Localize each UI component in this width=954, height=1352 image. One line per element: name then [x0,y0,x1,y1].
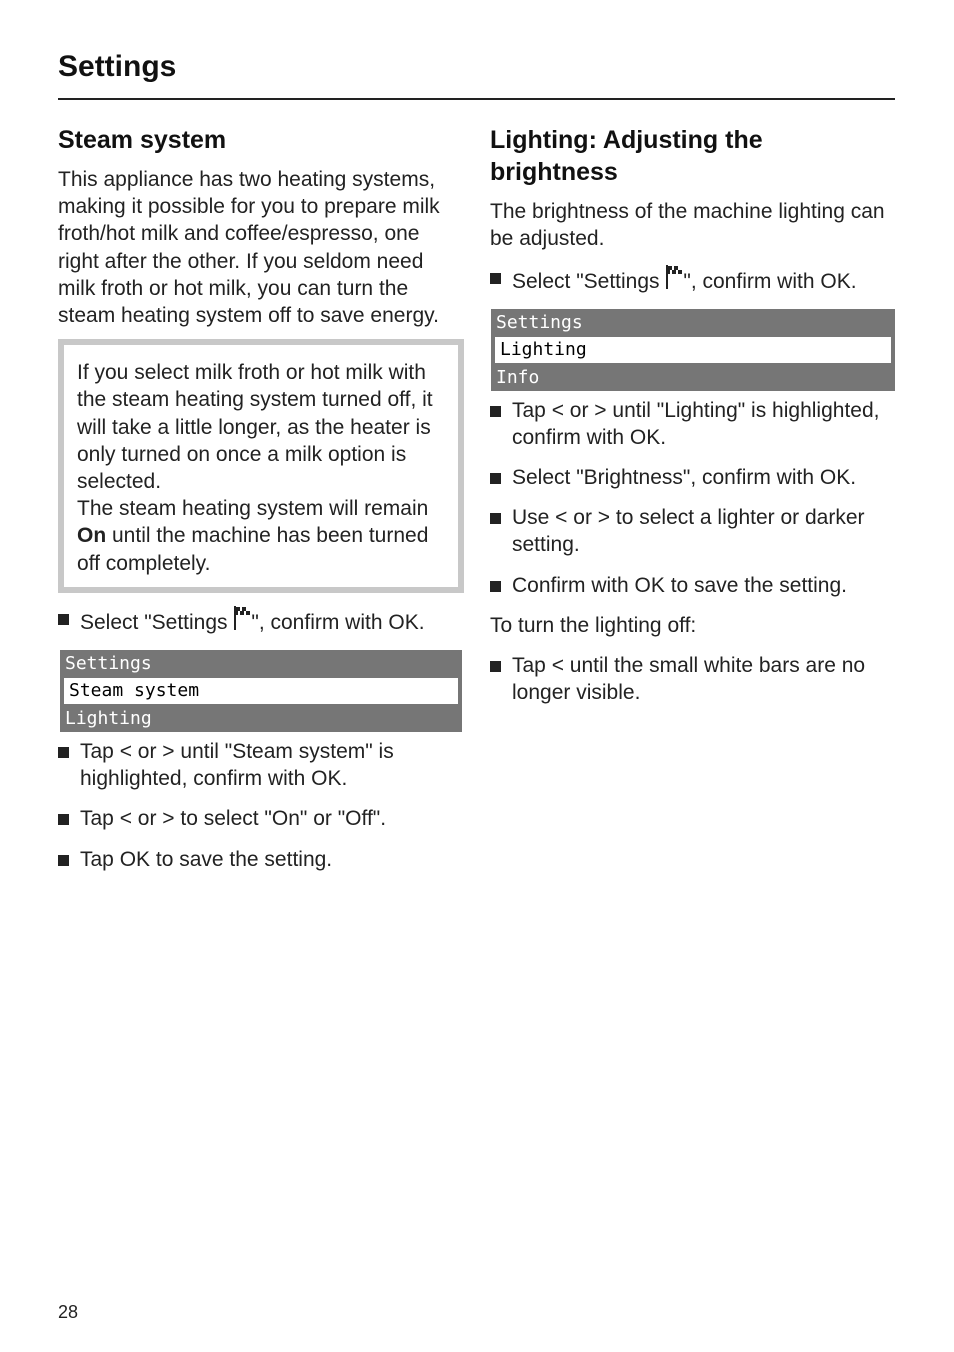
square-bullet-icon [490,581,501,592]
step-text: Tap < until the small white bars are no longer visible. [512,654,866,705]
list-item [490,464,895,491]
list-item [58,805,464,832]
list-item [490,504,895,558]
step-text-a: Select "Settings [512,270,666,294]
lighting-select-step [490,264,895,295]
note-text-2b: until the machine has been turned off completely. [77,524,429,575]
list-item [490,397,895,451]
note-bold-on: On [77,524,107,548]
steam-heading: Steam system [58,126,227,154]
square-bullet-icon [490,661,501,672]
display-row: Lighting [65,708,152,730]
step-text-b: ", confirm with OK. [251,610,425,634]
note-text-2a: The steam heating system will remain [77,497,429,521]
note-box [58,339,464,593]
step-text: Tap OK to save the setting. [80,847,333,871]
list-item [58,738,464,792]
step-text: Confirm with OK to save the setting. [512,573,847,597]
steam-intro: This appliance has two heating systems, making it possible for you to prepare milk froth/hot milk and coffee/espresso, one right after the other. If you seldom need milk froth or hot milk, you can turn the steam heating system off to save energy. [58,168,440,328]
square-bullet-icon [490,513,501,524]
note-text-1: If you select milk froth or hot milk with the steam heating system turned off, it will take a little longer, as the heater is only turned on once a milk option is selected. [77,361,433,494]
page-title: Settings [58,50,177,83]
list-item [58,605,464,636]
lighting-display [491,309,895,391]
step-text: Tap < or > until "Lighting" is highlighted, confirm with OK. [512,398,880,449]
square-bullet-icon [58,855,69,866]
step-text: Use < or > to select a lighter or darker setting. [512,506,865,557]
step-text: Tap < or > until "Steam system" is highlighted, confirm with OK. [80,740,394,791]
steam-steps [58,738,464,873]
flag-icon [665,264,683,290]
flag-icon [233,605,251,631]
title-rule [58,98,895,100]
square-bullet-icon [58,747,69,758]
lighting-section [490,124,895,706]
square-bullet-icon [490,473,501,484]
steam-select-step [58,605,464,636]
square-bullet-icon [490,273,501,284]
display-row-selected: Lighting [495,337,891,363]
display-row: Settings [65,653,152,675]
list-item [490,264,895,295]
page-number: 28 [58,1302,79,1322]
square-bullet-icon [58,814,69,825]
note-text-2 [77,495,444,577]
list-item [490,572,895,599]
list-item [490,652,895,706]
step-text-a: Select "Settings [80,610,234,634]
steam-display [60,650,462,732]
lighting-off-intro: To turn the lighting off: [490,613,697,637]
lighting-intro: The brightness of the machine lighting can be adjusted. [490,200,885,251]
square-bullet-icon [490,406,501,417]
steam-system-section [58,124,464,873]
display-row: Info [496,366,540,388]
display-row-selected: Steam system [64,678,458,704]
step-text: Tap < or > to select "On" or "Off". [80,807,387,831]
square-bullet-icon [58,614,69,625]
list-item [58,846,464,873]
lighting-steps [490,397,895,599]
display-row: Settings [496,311,583,333]
step-text: Select "Brightness", confirm with OK. [512,466,857,490]
step-text-b: ", confirm with OK. [683,270,857,294]
lighting-heading: Lighting: Adjusting the brightness [490,126,763,186]
lighting-off-steps [490,652,895,706]
